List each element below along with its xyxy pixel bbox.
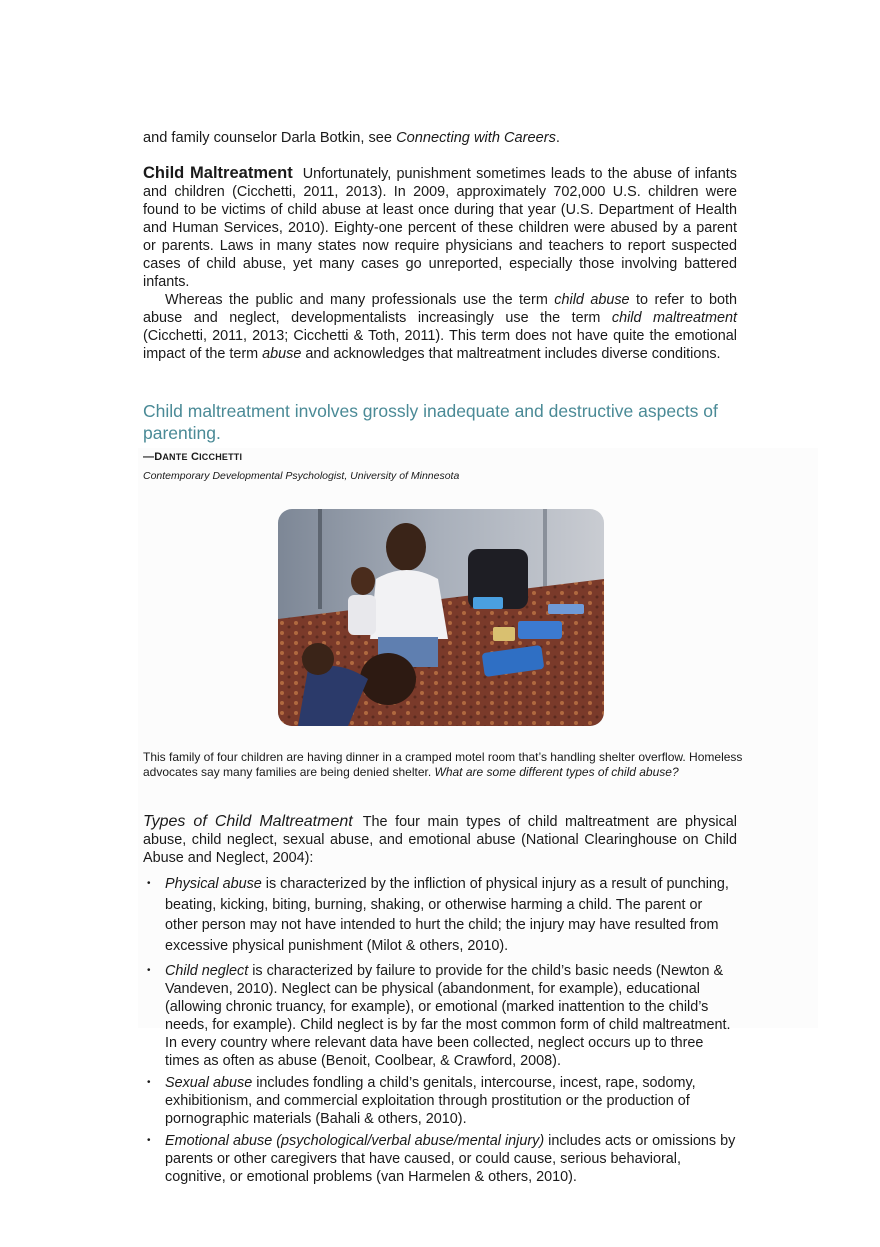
author-dash-initial: —D bbox=[143, 451, 163, 463]
author-last-rest: ICCHETTI bbox=[199, 452, 243, 462]
types-body: The four main types of child maltreatment are physical abuse, child neglect, sexual abuse, and emotional abuse (National Clearinghouse on Child Abuse and Neglect, 2004): bbox=[143, 814, 738, 866]
bullet-text: includes fondling a child’s genitals, intercourse, incest, rape, sodomy, exhibitionism, and commercial exploitation through prostitution or the production of pornographic materials (Bahali & others, 2010). bbox=[165, 1075, 696, 1127]
term-child-maltreatment: child maltreatment bbox=[611, 310, 737, 326]
bullet-icon: • bbox=[147, 1135, 151, 1146]
list-item bbox=[143, 1074, 737, 1128]
section-heading-types: Types of Child Maltreatment bbox=[143, 813, 353, 830]
list-item bbox=[143, 962, 737, 1070]
term-child-abuse: child abuse bbox=[554, 292, 630, 308]
author-first-rest: ANTE bbox=[162, 452, 188, 462]
bullet-text: is characterized by the infliction of physical injury as a result of punching, beating, kicking, biting, burning, shaking, or otherwise harming a child. The parent or other person may not have intended to hurt the child; the injury may have resulted from excessive physical punishment (Milot & others, 2010). bbox=[165, 876, 729, 954]
caption-question: What are some different types of child abuse? bbox=[434, 765, 679, 779]
intro-period: . bbox=[555, 130, 560, 146]
para2-text-g: and acknowledges that maltreatment includes diverse conditions. bbox=[301, 346, 721, 362]
maltreatment-types-list bbox=[143, 874, 737, 1190]
intro-text: and family counselor Darla Botkin, see bbox=[143, 130, 397, 146]
pull-quote: Child maltreatment involves grossly inadequate and destructive aspects of parenting. bbox=[143, 401, 718, 443]
careers-reference: Connecting with Careers bbox=[396, 130, 556, 146]
bullet-icon: • bbox=[147, 878, 151, 889]
author-last-initial: C bbox=[190, 451, 200, 463]
bullet-icon: • bbox=[147, 965, 151, 976]
maltreatment-body: Unfortunately, punishment sometimes leads to the abuse of infants and children (Cicchetti, 2011, 2013). In 2009, approximately 702,000 U.S. children were found to be victims of child abuse at least once during that year (U.S. Department of Health and Human Services, 2010). Eighty-one percent of these children were abused by a parent or parents. Laws in many states now require physicians and teachers to report suspected cases of child abuse, yet many cases go unreported, especially those involving battered infants. bbox=[143, 166, 737, 290]
bullet-icon: • bbox=[147, 1077, 151, 1088]
photo-family-icon bbox=[278, 509, 604, 726]
bullet-term: Sexual abuse bbox=[165, 1075, 253, 1091]
photo-caption bbox=[143, 750, 743, 780]
para2-text-a: Whereas the public and many professionals use the term bbox=[165, 292, 555, 308]
list-item bbox=[143, 1132, 737, 1186]
types-paragraph bbox=[143, 813, 737, 867]
para2-text-c: to refer to both abuse and neglect, developmentalists increasingly use the term bbox=[143, 292, 737, 326]
bullet-term: Physical abuse bbox=[165, 876, 262, 892]
list-item bbox=[143, 874, 737, 956]
terminology-paragraph bbox=[143, 291, 737, 363]
para2-text-e: (Cicchetti, 2011, 2013; Cicchetti & Toth, 2011). This term does not have quite the emotional impact of the term bbox=[143, 328, 737, 362]
bullet-text: is characterized by failure to provide for the child’s basic needs (Newton & Vandeven, 2010). Neglect can be physical (abandonment, for example), educational (allowing chronic truancy, for example), or emotional (marked inattention to the child’s needs, for example). Child neglect is by far the most common form of child maltreatment. In every country where relevant data have been collected, neglect occurs up to three times as often as abuse (Benoit, Coolbear, & Crawford, 2008). bbox=[165, 963, 731, 1069]
term-abuse: abuse bbox=[262, 346, 302, 362]
quote-author bbox=[143, 451, 242, 463]
caption-text: This family of four children are having dinner in a cramped motel room that’s handling shelter overflow. Homeless advocates say many families are being denied shelter. bbox=[143, 750, 743, 779]
bullet-text: includes acts or omissions by parents or other caregivers that have caused, or could cause, serious behavioral, cognitive, or emotional problems (van Harmelen & others, 2010). bbox=[165, 1133, 736, 1185]
intro-line bbox=[143, 129, 737, 147]
quote-affiliation: Contemporary Developmental Psychologist, University of Minnesota bbox=[143, 470, 460, 482]
bullet-term: Child neglect bbox=[165, 963, 249, 979]
maltreatment-paragraph bbox=[143, 164, 737, 291]
section-heading-maltreatment: Child Maltreatment bbox=[143, 164, 293, 182]
bullet-term: Emotional abuse (psychological/verbal abuse/mental injury) bbox=[165, 1133, 545, 1149]
